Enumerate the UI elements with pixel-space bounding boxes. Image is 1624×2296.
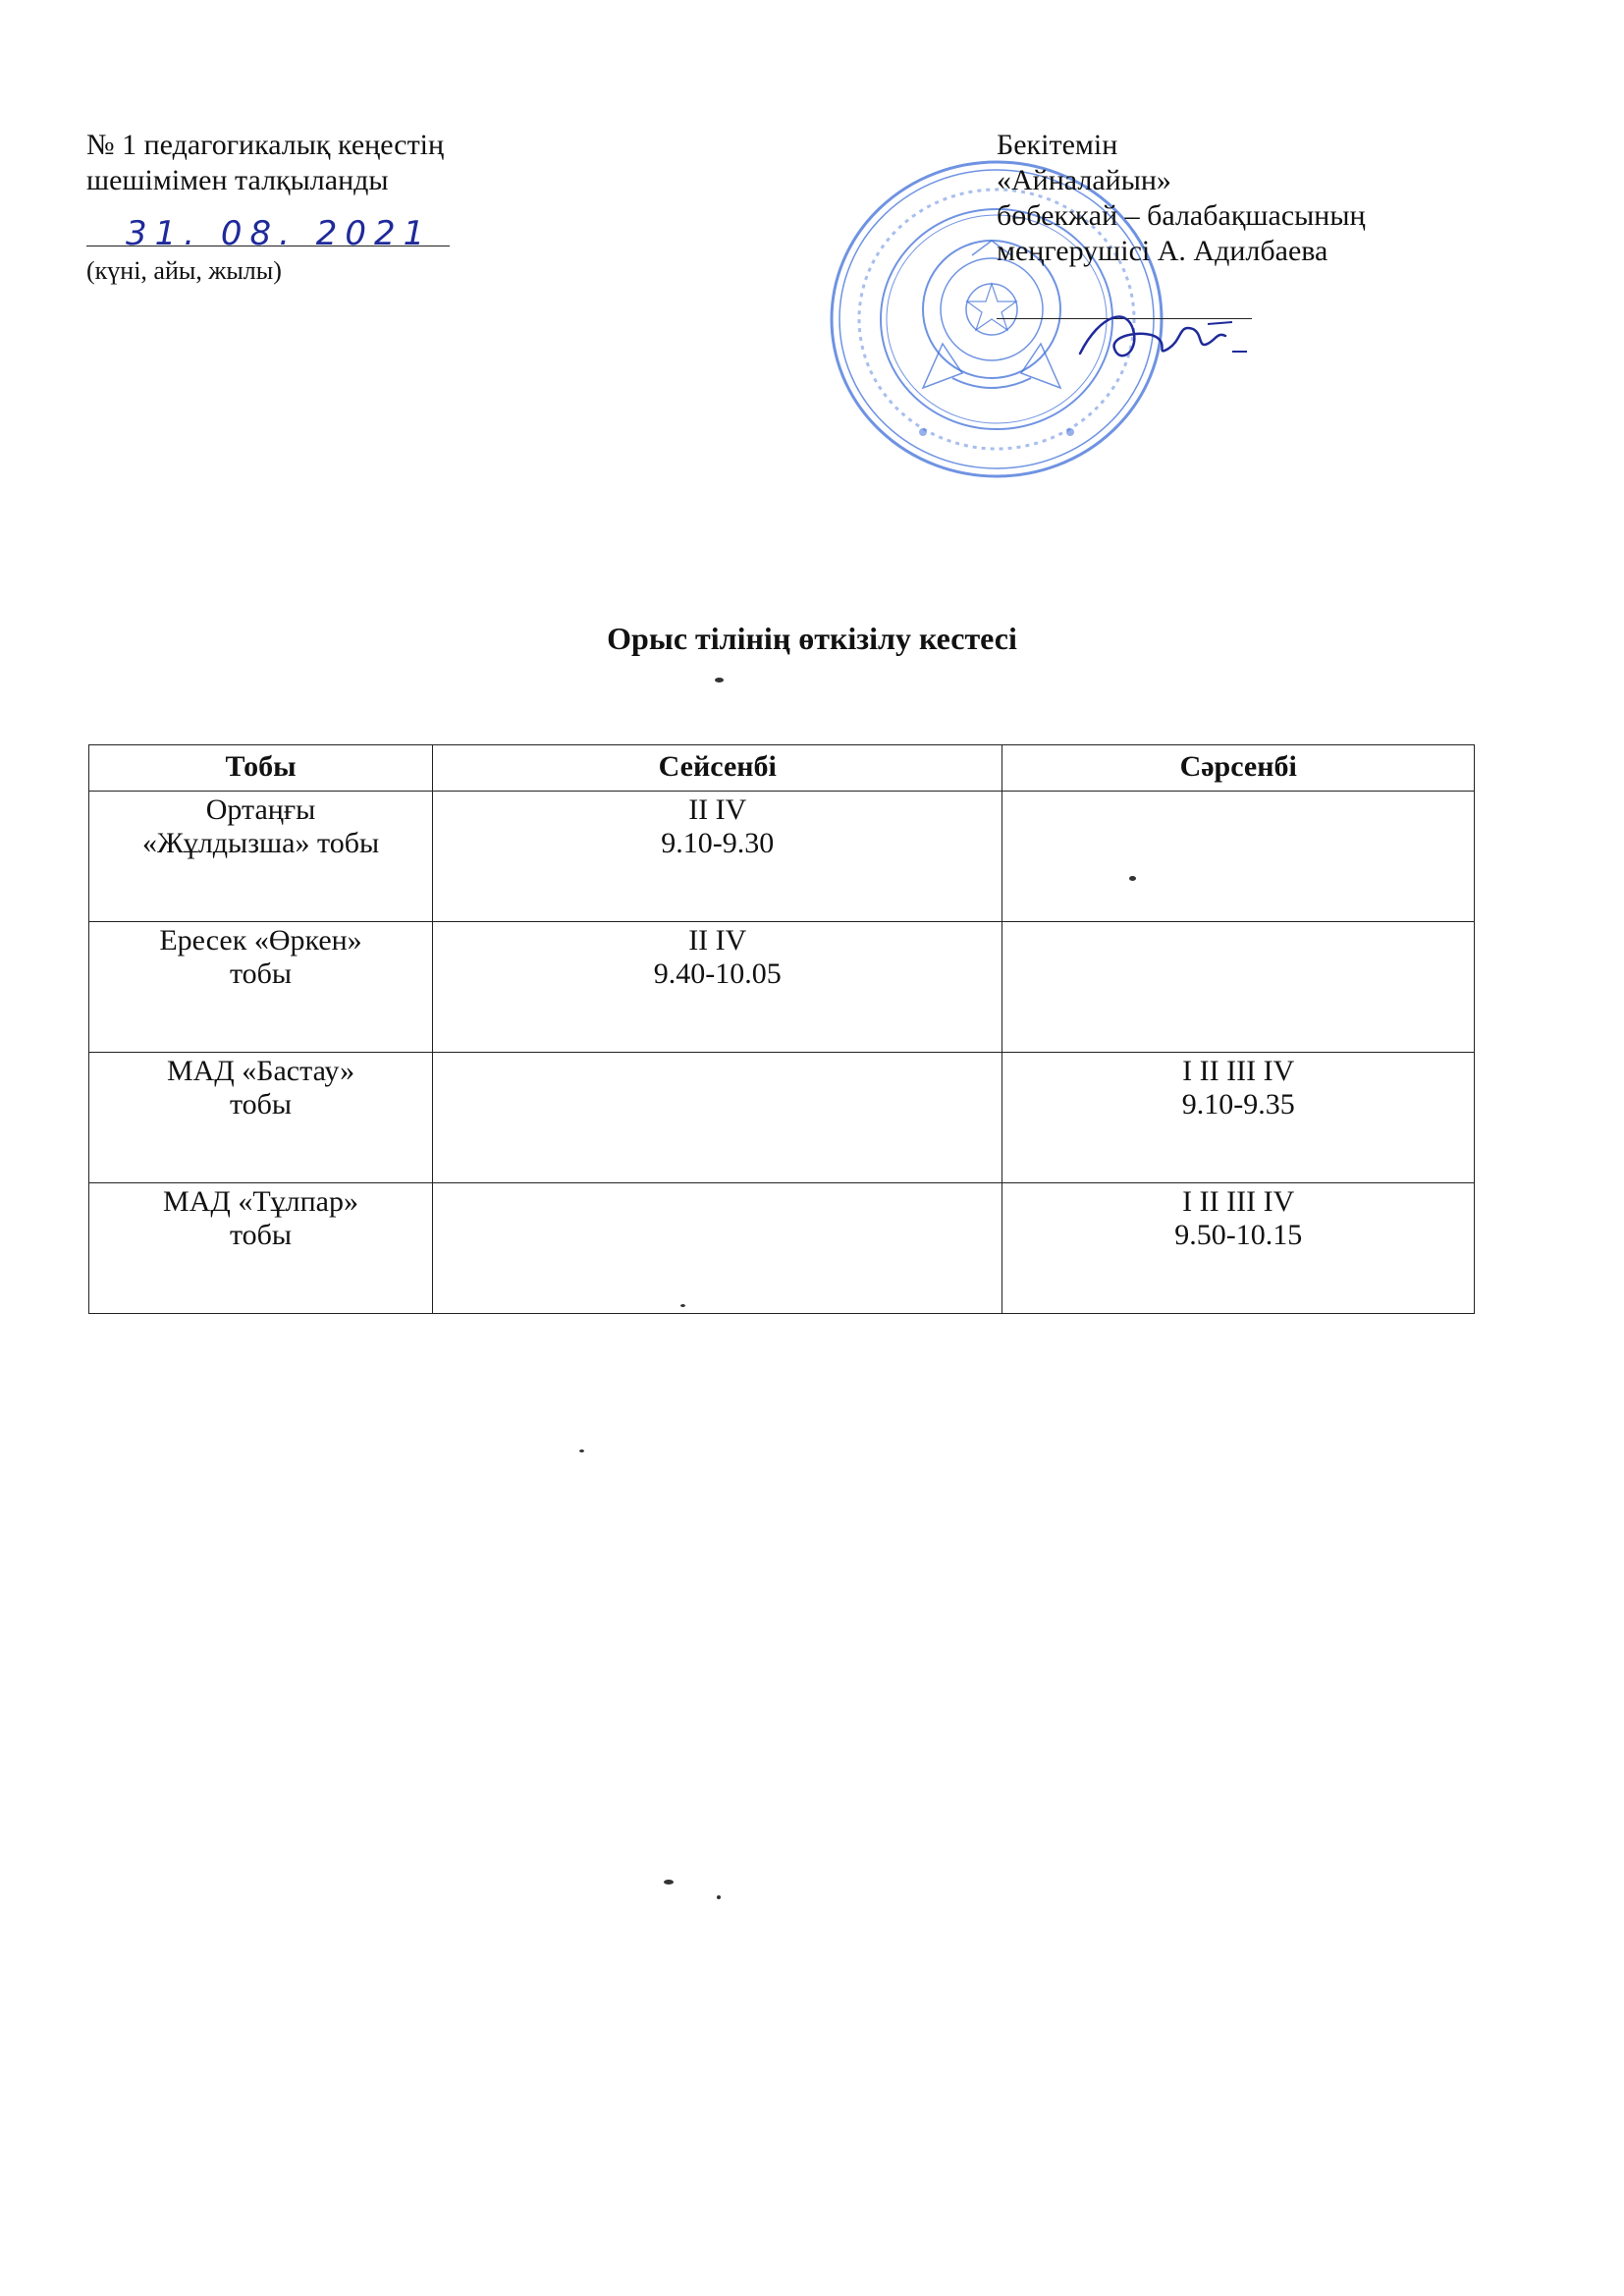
table-row xyxy=(89,1053,1475,1183)
document-title: Орыс тілінің өткізілу кестесі xyxy=(607,621,1017,656)
group-name-line: Ересек «Өркен» xyxy=(159,924,362,957)
wednesday-cell xyxy=(1002,1183,1475,1314)
group-cell xyxy=(89,922,433,1053)
header-tuesday: Сейсенбі xyxy=(433,745,1002,792)
header-group: Тобы xyxy=(89,745,433,792)
group-name-line: тобы xyxy=(229,957,293,990)
weeks-line: II IV xyxy=(688,924,747,957)
tuesday-cell xyxy=(433,1183,1002,1314)
group-name-line: Ортаңғы xyxy=(205,793,316,826)
handwritten-signature xyxy=(1060,295,1257,373)
tuesday-cell xyxy=(433,1053,1002,1183)
group-name-line: МАД «Бастау» xyxy=(166,1055,355,1087)
group-name-line: тобы xyxy=(229,1088,293,1121)
group-cell xyxy=(89,1183,433,1314)
time-line: 9.10-9.30 xyxy=(661,827,775,859)
council-approval-block xyxy=(86,128,499,288)
scan-speck xyxy=(664,1880,674,1885)
tuesday-cell xyxy=(433,792,1002,922)
council-line-1: № 1 педагогикалық кеңестің xyxy=(86,129,445,161)
council-line-2: шешімімен талқыланды xyxy=(86,164,389,196)
group-cell xyxy=(89,1053,433,1183)
time-line: 9.10-9.35 xyxy=(1181,1088,1295,1121)
approval-line-4: меңгерушісі А. Адилбаева xyxy=(997,235,1328,267)
group-cell xyxy=(89,792,433,922)
table-row xyxy=(89,792,1475,922)
weeks-line: II IV xyxy=(688,793,747,826)
time-line: 9.50-10.15 xyxy=(1174,1219,1303,1251)
wednesday-cell xyxy=(1002,792,1475,922)
table-row xyxy=(89,1183,1475,1314)
scan-speck xyxy=(680,1304,685,1307)
time-line: 9.40-10.05 xyxy=(653,957,782,990)
scan-speck xyxy=(1129,876,1136,881)
scan-speck xyxy=(579,1449,584,1452)
wednesday-cell xyxy=(1002,922,1475,1053)
weeks-line: I II III IV xyxy=(1182,1055,1295,1087)
weeks-line: I II III IV xyxy=(1182,1185,1295,1218)
group-name-line: тобы xyxy=(229,1219,293,1251)
approval-line-3: бөбекжай – балабақшасының xyxy=(997,199,1366,232)
approval-line-1: Бекітемін xyxy=(997,129,1118,161)
scan-speck xyxy=(717,1895,721,1899)
date-field xyxy=(86,200,450,253)
table-row xyxy=(89,922,1475,1053)
group-name-line: МАД «Тұлпар» xyxy=(163,1185,359,1218)
tuesday-cell xyxy=(433,922,1002,1053)
schedule-table xyxy=(88,744,1475,1314)
date-caption: (күні, айы, жылы) xyxy=(86,256,282,285)
wednesday-cell xyxy=(1002,1053,1475,1183)
header-wednesday: Сәрсенбі xyxy=(1002,745,1475,792)
approval-block xyxy=(997,128,1546,319)
table-header-row xyxy=(89,745,1475,792)
handwritten-date: 31. 08. 2021 xyxy=(126,214,433,253)
group-name-line: «Жұлдызша» тобы xyxy=(141,827,380,859)
approval-line-2: «Айналайын» xyxy=(997,164,1171,196)
scan-speck xyxy=(715,678,724,683)
